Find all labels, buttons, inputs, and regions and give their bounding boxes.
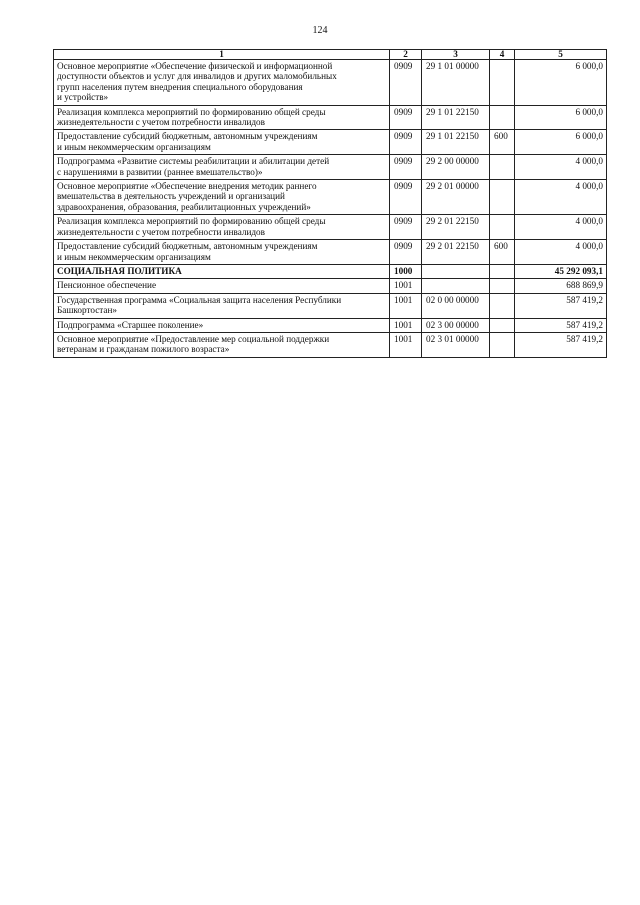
section-code-cell: 0909 bbox=[390, 105, 422, 130]
header-cell-4: 4 bbox=[490, 50, 515, 60]
amount-cell: 4 000,0 bbox=[515, 180, 607, 215]
expense-type-cell bbox=[490, 318, 515, 332]
section-code-cell: 0909 bbox=[390, 60, 422, 106]
table-row bbox=[54, 215, 607, 240]
name-cell: Предоставление субсидий бюджетным, автономным учреждениям и иным некоммерческим организациям bbox=[54, 240, 390, 265]
section-code-cell: 0909 bbox=[390, 130, 422, 155]
amount-cell: 4 000,0 bbox=[515, 215, 607, 240]
amount-cell: 45 292 093,1 bbox=[515, 264, 607, 278]
amount-cell: 4 000,0 bbox=[515, 240, 607, 265]
table-row bbox=[54, 293, 607, 318]
page-number: 124 bbox=[312, 25, 328, 36]
expense-type-cell bbox=[490, 215, 515, 240]
target-article-cell: 02 3 00 00000 bbox=[422, 318, 490, 332]
target-article-cell: 29 1 01 22150 bbox=[422, 105, 490, 130]
amount-cell: 6 000,0 bbox=[515, 60, 607, 106]
expense-type-cell bbox=[490, 60, 515, 106]
target-article-cell: 29 2 01 22150 bbox=[422, 215, 490, 240]
name-cell: Государственная программа «Социальная защита населения Республики Башкортостан» bbox=[54, 293, 390, 318]
section-code-cell: 1001 bbox=[390, 318, 422, 332]
name-cell: Основное мероприятие «Обеспечение внедрения методик раннего вмешательства в деятельность учреждений и организаций здравоохранения, образования, реабилитационных учреждений» bbox=[54, 180, 390, 215]
target-article-cell: 29 1 01 22150 bbox=[422, 130, 490, 155]
target-article-cell: 29 2 01 00000 bbox=[422, 180, 490, 215]
amount-cell: 688 869,9 bbox=[515, 279, 607, 293]
target-article-cell: 02 0 00 00000 bbox=[422, 293, 490, 318]
header-cell-5: 5 bbox=[515, 50, 607, 60]
name-cell: Подпрограмма «Старшее поколение» bbox=[54, 318, 390, 332]
target-article-cell: 29 2 00 00000 bbox=[422, 155, 490, 180]
name-cell: Основное мероприятие «Обеспечение физической и информационной доступности объектов и услуг для инвалидов и других маломобильных групп населения путем внедрения специального оборудования и устройств» bbox=[54, 60, 390, 106]
amount-cell: 4 000,0 bbox=[515, 155, 607, 180]
target-article-cell: 02 3 01 00000 bbox=[422, 332, 490, 357]
amount-cell: 6 000,0 bbox=[515, 105, 607, 130]
table-row bbox=[54, 318, 607, 332]
section-code-cell: 1001 bbox=[390, 279, 422, 293]
expense-type-cell: 600 bbox=[490, 130, 515, 155]
name-cell: Пенсионное обеспечение bbox=[54, 279, 390, 293]
target-article-cell: 29 1 01 00000 bbox=[422, 60, 490, 106]
expense-type-cell bbox=[490, 105, 515, 130]
name-cell: СОЦИАЛЬНАЯ ПОЛИТИКА bbox=[54, 264, 390, 278]
target-article-cell: 29 2 01 22150 bbox=[422, 240, 490, 265]
target-article-cell bbox=[422, 264, 490, 278]
name-cell: Реализация комплекса мероприятий по формированию общей среды жизнедеятельности с учетом потребности инвалидов bbox=[54, 215, 390, 240]
table-row bbox=[54, 180, 607, 215]
table-row bbox=[54, 130, 607, 155]
budget-table bbox=[53, 49, 607, 358]
expense-type-cell bbox=[490, 155, 515, 180]
header-cell-2: 2 bbox=[390, 50, 422, 60]
expense-type-cell bbox=[490, 264, 515, 278]
header-cell-3: 3 bbox=[422, 50, 490, 60]
name-cell: Реализация комплекса мероприятий по формированию общей среды жизнедеятельности с учетом потребности инвалидов bbox=[54, 105, 390, 130]
section-code-cell: 1000 bbox=[390, 264, 422, 278]
target-article-cell bbox=[422, 279, 490, 293]
amount-cell: 587 419,2 bbox=[515, 293, 607, 318]
expense-type-cell bbox=[490, 332, 515, 357]
section-code-cell: 0909 bbox=[390, 155, 422, 180]
amount-cell: 6 000,0 bbox=[515, 130, 607, 155]
table-row bbox=[54, 105, 607, 130]
section-code-cell: 0909 bbox=[390, 215, 422, 240]
name-cell: Подпрограмма «Развитие системы реабилитации и абилитации детей с нарушениями в развитии (раннее вмешательство)» bbox=[54, 155, 390, 180]
section-code-cell: 1001 bbox=[390, 332, 422, 357]
table-header-row bbox=[54, 50, 607, 60]
table-row bbox=[54, 264, 607, 278]
amount-cell: 587 419,2 bbox=[515, 318, 607, 332]
section-code-cell: 0909 bbox=[390, 240, 422, 265]
table-row bbox=[54, 240, 607, 265]
expense-type-cell bbox=[490, 180, 515, 215]
header-cell-1: 1 bbox=[54, 50, 390, 60]
expense-type-cell bbox=[490, 279, 515, 293]
name-cell: Основное мероприятие «Предоставление мер социальной поддержки ветеранам и гражданам пожилого возраста» bbox=[54, 332, 390, 357]
table-row bbox=[54, 60, 607, 106]
section-code-cell: 0909 bbox=[390, 180, 422, 215]
table-row bbox=[54, 332, 607, 357]
amount-cell: 587 419,2 bbox=[515, 332, 607, 357]
section-code-cell: 1001 bbox=[390, 293, 422, 318]
table-body bbox=[54, 60, 607, 358]
table-row bbox=[54, 155, 607, 180]
expense-type-cell: 600 bbox=[490, 240, 515, 265]
table-row bbox=[54, 279, 607, 293]
name-cell: Предоставление субсидий бюджетным, автономным учреждениям и иным некоммерческим организациям bbox=[54, 130, 390, 155]
expense-type-cell bbox=[490, 293, 515, 318]
